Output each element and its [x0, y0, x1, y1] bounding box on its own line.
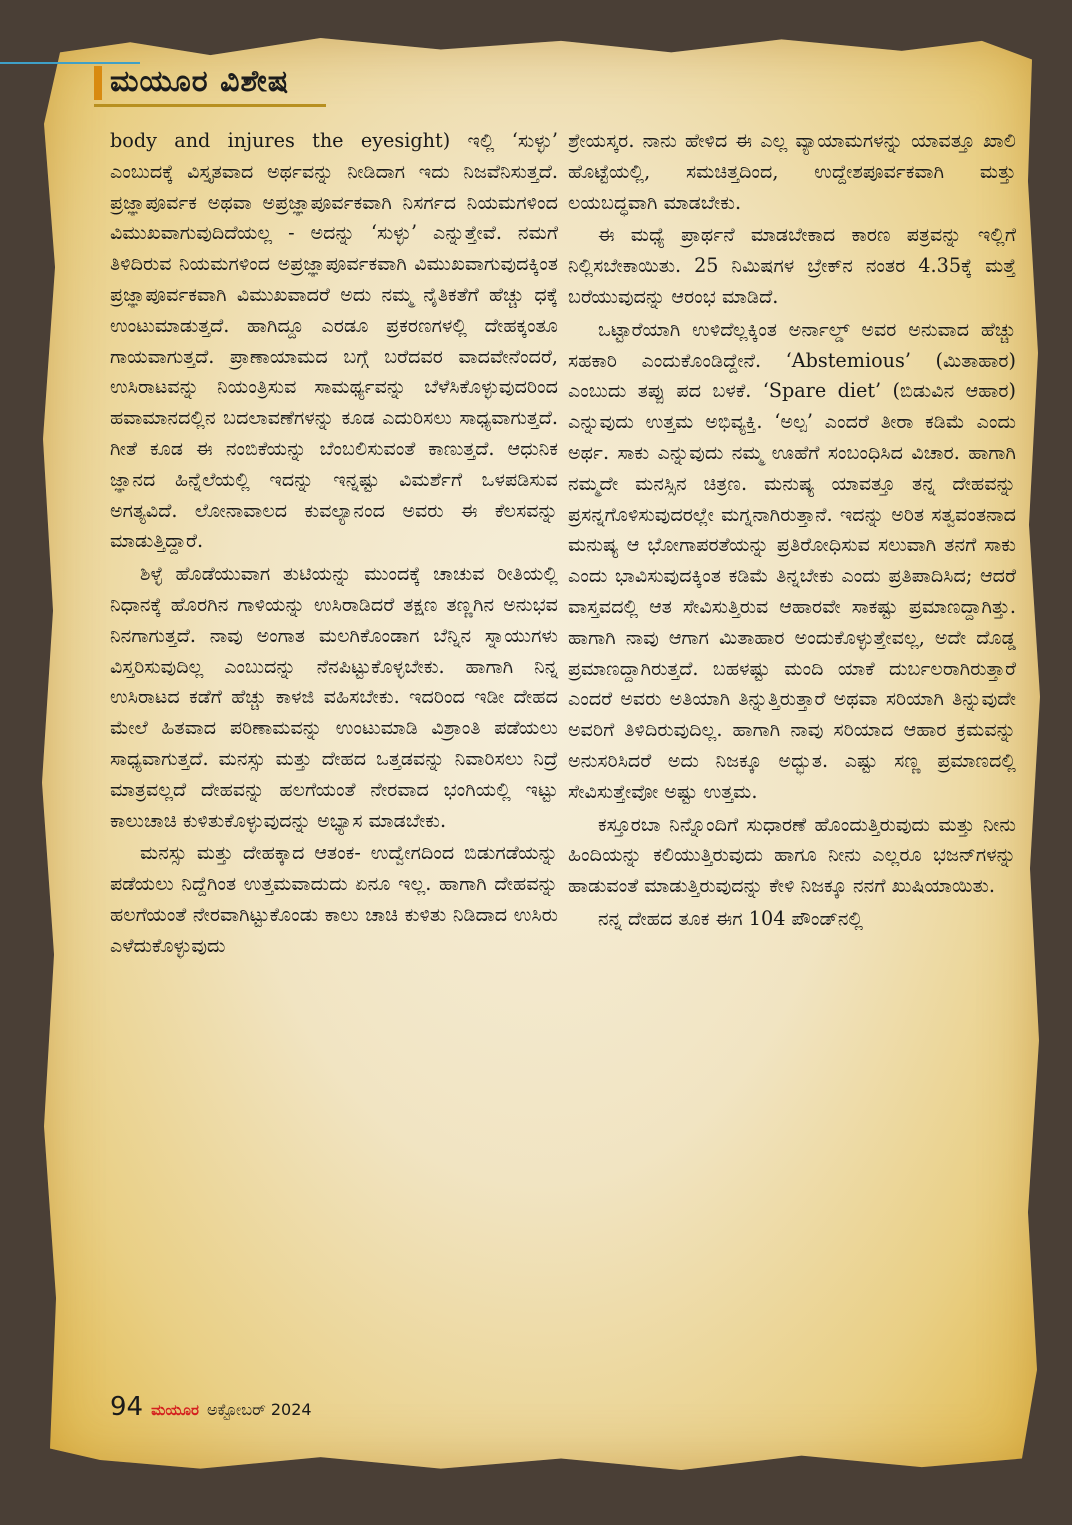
right-column: [568, 126, 1016, 937]
page-number: 94: [110, 1392, 144, 1422]
left-column: [110, 126, 558, 964]
paragraph: ಈ ಮಧ್ಯೆ ಪ್ರಾರ್ಥನೆ ಮಾಡಬೇಕಾದ ಕಾರಣ ಪತ್ರವನ್ನು ಇಲ್ಲಿಗೆ ನಿಲ್ಲಿಸಬೇಕಾಯಿತು. 25 ನಿಮಿಷಗಳ ಬ್ರೇಕ್‌ನ ನಂತರ 4.35ಕ್ಕೆ ಮತ್ತೆ ಬರೆಯುವುದನ್ನು ಆರಂಭ ಮಾಡಿದೆ.: [568, 223, 1016, 308]
section-title: ಮಯೂರ ವಿಶೇಷ: [110, 64, 290, 99]
page-footer: [110, 1392, 312, 1432]
paragraph: ನನ್ನ ದೇಹದ ತೂಕ ಈಗ 104 ಪೌಂಡ್‌ನಲ್ಲಿ: [598, 906, 864, 930]
section-title-underline: [94, 104, 326, 107]
paragraph: ಕಸ್ತೂರಬಾ ನಿನ್ನೊಂದಿಗೆ ಸುಧಾರಣೆ ಹೊಂದುತ್ತಿರುವುದು ಮತ್ತು ನೀನು ಹಿಂದಿಯನ್ನು ಕಲಿಯುತ್ತಿರುವುದು ಹಾಗೂ ನೀನು ಎಲ್ಲರೂ ಭಜನ್‌ಗಳನ್ನು ಹಾಡುವಂತೆ ಮಾಡುತ್ತಿರುವುದನ್ನು ಕೇಳಿ ನಿಜಕ್ಕೂ ನನಗೆ ಖುಷಿಯಾಯಿತು.: [568, 812, 1016, 898]
paragraph: ಮನಸ್ಸು ಮತ್ತು ದೇಹಕ್ಕಾದ ಆತಂಕ- ಉದ್ವೇಗದಿಂದ ಬಿಡುಗಡೆಯನ್ನು ಪಡೆಯಲು ನಿದ್ದೆಗಿಂತ ಉತ್ತಮವಾದುದು ಏನೂ ಇಲ್ಲ. ಹಾಗಾಗಿ ದೇಹವನ್ನು ಹಲಗೆಯಂತೆ ನೇರವಾಗಿಟ್ಟುಕೊಂಡು ಕಾಲು ಚಾಚಿ ಕುಳಿತು ನಿಡಿದಾದ ಉಸಿರು ಎಳೆದುಕೊಳ್ಳುವುದು: [110, 841, 558, 957]
paragraph: ಒಟ್ಟಾರೆಯಾಗಿ ಉಳಿದೆಲ್ಲಕ್ಕಿಂತ ಅರ್ನಾಲ್ಡ್ ಅವರ ಅನುವಾದ ಹೆಚ್ಚು ಸಹಕಾರಿ ಎಂದುಕೊಂಡಿದ್ದೇನೆ. ‘Abstemious’ (ಮಿತಾಹಾರ) ಎಂಬುದು ತಪ್ಪು ಪದ ಬಳಕೆ. ‘Spare diet’ (ಬಿಡುವಿನ ಆಹಾರ) ಎನ್ನುವುದು ಉತ್ತಮ ಅಭಿವ್ಯಕ್ತಿ. ‘ಅಲ್ಪ’ ಎಂದರೆ ತೀರಾ ಕಡಿಮೆ ಎಂದು ಅರ್ಥ. ಸಾಕು ಎನ್ನುವುದು ನಮ್ಮ ಊಹೆಗೆ ಸಂಬಂಧಿಸಿದ ವಿಚಾರ. ಹಾಗಾಗಿ ನಮ್ಮದೇ ಮನಸ್ಸಿನ ಚಿತ್ರಣ. ಮನುಷ್ಯ ಯಾವತ್ತೂ ತನ್ನ ದೇಹವನ್ನು ಪ್ರಸನ್ನಗೊಳಿಸುವುದರಲ್ಲೇ ಮಗ್ನನಾಗಿರುತ್ತಾನೆ. ಇದನ್ನು ಅರಿತ ಸತ್ವವಂತನಾದ ಮನುಷ್ಯ ಆ ಭೋಗಾಪರತೆಯನ್ನು ಪ್ರತಿರೋಧಿಸುವ ಸಲುವಾಗಿ ತನಗೆ ಸಾಕು ಎಂದು ಭಾವಿಸುವುದಕ್ಕಿಂತ ಕಡಿಮೆ ತಿನ್ನಬೇಕು ಎಂದು ಪ್ರತಿಪಾದಿಸಿದ; ಆದರೆ ವಾಸ್ತವದಲ್ಲಿ ಆತ ಸೇವಿಸುತ್ತಿರುವ ಆಹಾರವೇ ಸಾಕಷ್ಟು ಪ್ರಮಾಣದ್ದಾಗಿತ್ತು. ಹಾಗಾಗಿ ನಾವು ಆಗಾಗ ಮಿತಾಹಾರ ಅಂದುಕೊಳ್ಳುತ್ತೇವಲ್ಲ, ಅದೇ ದೊಡ್ಡ ಪ್ರಮಾಣದ್ದಾಗಿರುತ್ತದೆ. ಬಹಳಷ್ಟು ಮಂದಿ ಯಾಕೆ ದುರ್ಬಲರಾಗಿರುತ್ತಾರೆ ಎಂದರೆ ಅವರು ಅತಿಯಾಗಿ ತಿನ್ನುತ್ತಿರುತ್ತಾರೆ ಅಥವಾ ಸರಿಯಾಗಿ ತಿನ್ನುವುದೇ ಅವರಿಗೆ ತಿಳಿದಿರುವುದಿಲ್ಲ. ಹಾಗಾಗಿ ನಾವು ಸರಿಯಾದ ಆಹಾರ ಕ್ರಮವನ್ನು ಅನುಸರಿಸಿದರೆ ಅದು ನಿಜಕ್ಕೂ ಅದ್ಭುತ. ಎಷ್ಟು ಸಣ್ಣ ಪ್ರಮಾಣದಲ್ಲಿ ಸೇವಿಸುತ್ತೇವೋ ಅಷ್ಟು ಉತ್ತಮ.: [568, 317, 1016, 803]
issue-date: ಅಕ್ಟೋಬರ್ 2024: [206, 1400, 312, 1419]
section-marker: [94, 66, 102, 100]
paragraph: ಶಿಳ್ಳೆ ಹೊಡೆಯುವಾಗ ತುಟಿಯನ್ನು ಮುಂದಕ್ಕೆ ಚಾಚುವ ರೀತಿಯಲ್ಲಿ ನಿಧಾನಕ್ಕೆ ಹೊರಗಿನ ಗಾಳಿಯನ್ನು ಉಸಿರಾಡಿದರೆ ತಕ್ಷಣ ತಣ್ಣಗಿನ ಅನುಭವ ನಿನಗಾಗುತ್ತದೆ. ನಾವು ಅಂಗಾತ ಮಲಗಿಕೊಂಡಾಗ ಬೆನ್ನಿನ ಸ್ನಾಯುಗಳು ವಿಸ್ತರಿಸುವುದಿಲ್ಲ ಎಂಬುದನ್ನು ನೆನಪಿಟ್ಟುಕೊಳ್ಳಬೇಕು. ಹಾಗಾಗಿ ನಿನ್ನ ಉಸಿರಾಟದ ಕಡೆಗೆ ಹೆಚ್ಚು ಕಾಳಜಿ ವಹಿಸಬೇಕು. ಇದರಿಂದ ಇಡೀ ದೇಹದ ಮೇಲೆ ಹಿತವಾದ ಪರಿಣಾಮವನ್ನು ಉಂಟುಮಾಡಿ ವಿಶ್ರಾಂತಿ ಪಡೆಯಲು ಸಾಧ್ಯವಾಗುತ್ತದೆ. ಮನಸ್ಸು ಮತ್ತು ದೇಹದ ಒತ್ತಡವನ್ನು ನಿವಾರಿಸಲು ನಿದ್ರೆ ಮಾತ್ರವಲ್ಲದೆ ದೇಹವನ್ನು ಹಲಗೆಯಂತೆ ನೇರವಾದ ಭಂಗಿಯಲ್ಲಿ ಇಟ್ಟು ಕಾಲುಚಾಚಿ ಕುಳಿತುಕೊಳ್ಳುವುದನ್ನು ಅಭ್ಯಾಸ ಮಾಡಬೇಕು.: [110, 562, 558, 832]
magazine-logo: ಮಯೂರ: [151, 1401, 199, 1419]
paragraph: ಶ್ರೇಯಸ್ಕರ. ನಾನು ಹೇಳಿದ ಈ ಎಲ್ಲ ವ್ಯಾಯಾಮಗಳನ್ನು ಯಾವತ್ತೂ ಖಾಲಿ ಹೊಟ್ಟೆಯಲ್ಲಿ, ಸಮಚಿತ್ತದಿಂದ, ಉದ್ದೇಶಪೂರ್ವಕವಾಗಿ ಮತ್ತು ಲಯಬದ್ಧವಾಗಿ ಮಾಡಬೇಕು.: [568, 129, 1016, 214]
paragraph: body and injures the eyesight) ಇಲ್ಲಿ ‘ಸುಳ್ಳು’ ಎಂಬುದಕ್ಕೆ ವಿಸ್ತೃತವಾದ ಅರ್ಥವನ್ನು ನೀಡಿದಾಗ ಇದು ನಿಜವೆನಿಸುತ್ತದೆ. ಪ್ರಜ್ಞಾಪೂರ್ವಕ ಅಥವಾ ಅಪ್ರಜ್ಞಾಪೂರ್ವಕವಾಗಿ ನಿಸರ್ಗದ ನಿಯಮಗಳಿಂದ ವಿಮುಖವಾಗುವುದಿದೆಯಲ್ಲ - ಅದನ್ನು ‘ಸುಳ್ಳು’ ಎನ್ನುತ್ತೇವೆ. ನಮಗೆ ತಿಳಿದಿರುವ ನಿಯಮಗಳಿಂದ ಅಪ್ರಜ್ಞಾಪೂರ್ವಕವಾಗಿ ವಿಮುಖವಾಗುವುದಕ್ಕಿಂತ ಪ್ರಜ್ಞಾಪೂರ್ವಕವಾಗಿ ವಿಮುಖವಾದರೆ ಅದು ನಮ್ಮ ನೈತಿಕತೆಗೆ ಹೆಚ್ಚು ಧಕ್ಕೆ ಉಂಟುಮಾಡುತ್ತದೆ. ಹಾಗಿದ್ದೂ ಎರಡೂ ಪ್ರಕರಣಗಳಲ್ಲಿ ದೇಹಕ್ಕಂತೂ ಗಾಯವಾಗುತ್ತದೆ. ಪ್ರಾಣಾಯಾಮದ ಬಗ್ಗೆ ಬರೆದವರ ವಾದವೇನೆಂದರೆ, ಉಸಿರಾಟವನ್ನು ನಿಯಂತ್ರಿಸುವ ಸಾಮರ್ಥ್ಯವನ್ನು ಬೆಳೆಸಿಕೊಳ್ಳುವುದರಿಂದ ಹವಾಮಾನದಲ್ಲಿನ ಬದಲಾವಣೆಗಳನ್ನು ಕೂಡ ಎದುರಿಸಲು ಸಾಧ್ಯವಾಗುತ್ತದೆ. ಗೀತೆ ಕೂಡ ಈ ನಂಬಿಕೆಯನ್ನು ಬೆಂಬಲಿಸುವಂತೆ ಕಾಣುತ್ತದೆ. ಆಧುನಿಕ ಜ್ಞಾನದ ಹಿನ್ನೆಲೆಯಲ್ಲಿ ಇದನ್ನು ಇನ್ನಷ್ಟು ವಿಮರ್ಶೆಗೆ ಒಳಪಡಿಸುವ ಅಗತ್ಯವಿದೆ. ಲೋನಾವಾಲದ ಕುವಲ್ಯಾನಂದ ಅವರು ಈ ಕೆಲಸವನ್ನು ಮಾಡುತ್ತಿದ್ದಾರೆ.: [110, 129, 558, 553]
